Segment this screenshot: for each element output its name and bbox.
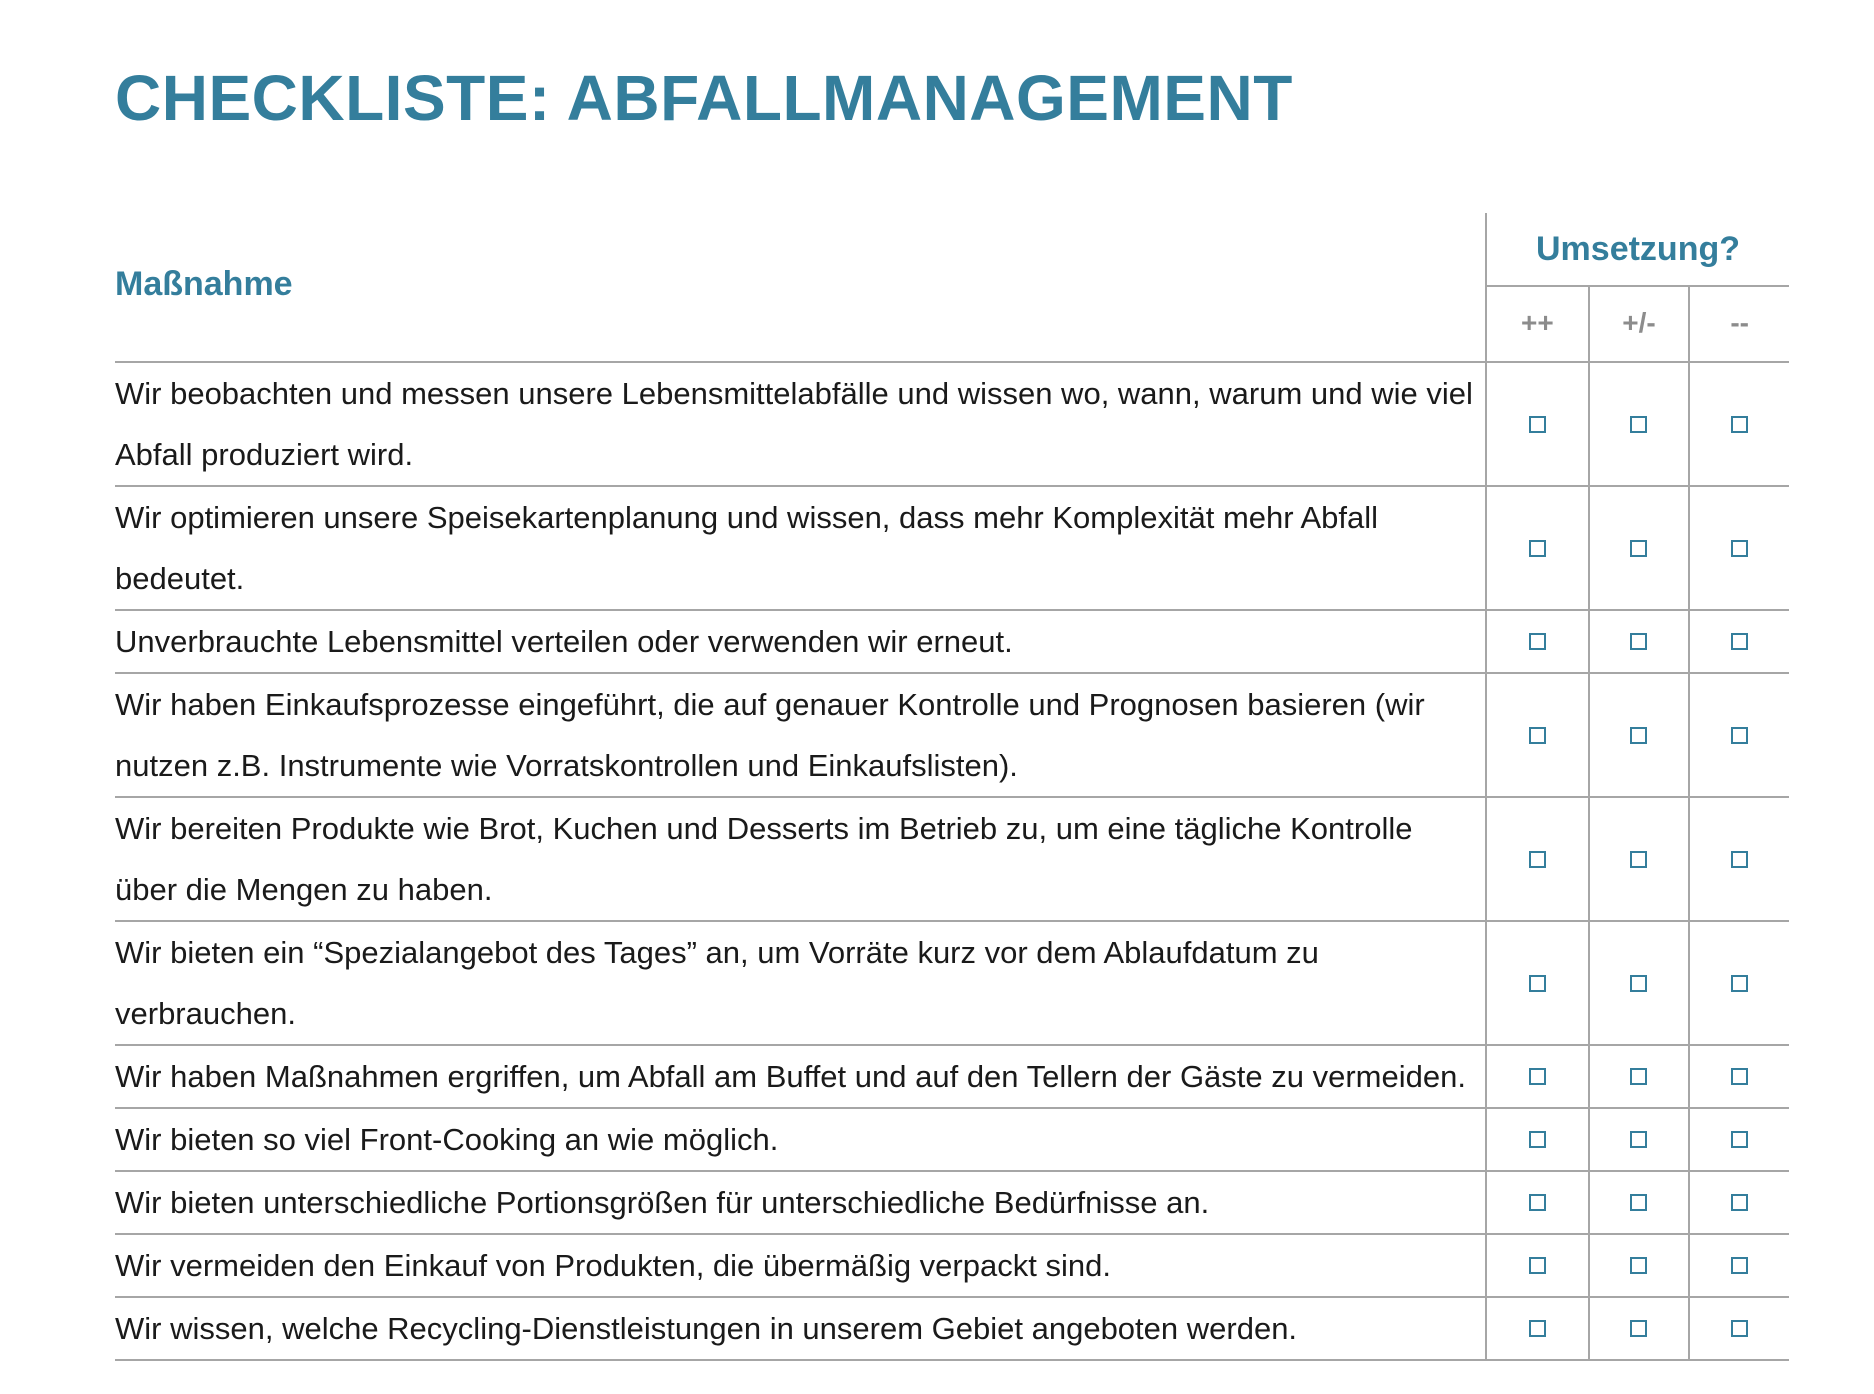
rating-cell-bad [1688, 922, 1789, 1044]
table-row [115, 1298, 1789, 1361]
measure-column-header: Maßnahme [115, 265, 293, 303]
table-row [115, 611, 1789, 674]
checkbox-bad[interactable] [1731, 540, 1748, 557]
rating-cells [1485, 611, 1789, 672]
rating-cell-bad [1688, 1046, 1789, 1107]
rating-cell-bad [1688, 611, 1789, 672]
checkbox-partial[interactable] [1630, 1320, 1647, 1337]
checkbox-good[interactable] [1529, 1131, 1546, 1148]
checkbox-bad[interactable] [1731, 633, 1748, 650]
rating-cell-bad [1688, 1235, 1789, 1296]
table-row [115, 798, 1789, 922]
checkbox-partial[interactable] [1630, 851, 1647, 868]
rating-cell-partial [1588, 363, 1689, 485]
rating-cell-good [1487, 611, 1588, 672]
checkbox-bad[interactable] [1731, 1320, 1748, 1337]
checkbox-good[interactable] [1529, 975, 1546, 992]
table-row [115, 1046, 1789, 1109]
rating-cell-bad [1688, 1109, 1789, 1170]
rating-cell-bad [1688, 1298, 1789, 1359]
rating-cells [1485, 922, 1789, 1044]
checkbox-bad[interactable] [1731, 727, 1748, 744]
rating-cell-partial [1588, 922, 1689, 1044]
checkbox-bad[interactable] [1731, 1068, 1748, 1085]
checkbox-partial[interactable] [1630, 1194, 1647, 1211]
checkbox-good[interactable] [1529, 540, 1546, 557]
checklist-table [115, 213, 1789, 1361]
checkbox-good[interactable] [1529, 1257, 1546, 1274]
rating-cell-partial [1588, 1298, 1689, 1359]
checkbox-partial[interactable] [1630, 1131, 1647, 1148]
rating-cell-good [1487, 1235, 1588, 1296]
rating-cell-good [1487, 674, 1588, 796]
checkbox-bad[interactable] [1731, 975, 1748, 992]
table-row [115, 1172, 1789, 1235]
rating-cell-partial [1588, 611, 1689, 672]
rating-cell-good [1487, 1298, 1588, 1359]
checkbox-partial[interactable] [1630, 416, 1647, 433]
rating-header-partial: +/- [1588, 287, 1689, 361]
rating-headers [1487, 287, 1789, 361]
checkbox-good[interactable] [1529, 1320, 1546, 1337]
checkbox-good[interactable] [1529, 633, 1546, 650]
checkbox-bad[interactable] [1731, 1194, 1748, 1211]
table-row [115, 363, 1789, 487]
rating-cell-partial [1588, 1172, 1689, 1233]
rating-cell-bad [1688, 674, 1789, 796]
measure-text: Wir optimieren unsere Speisekartenplanung und wissen, dass mehr Komplexität mehr Abfall bedeutet. [115, 500, 1379, 596]
checkbox-good[interactable] [1529, 1194, 1546, 1211]
rating-cells [1485, 487, 1789, 609]
measure-text: Wir vermeiden den Einkauf von Produkten, die übermäßig verpackt sind. [115, 1248, 1111, 1283]
rating-cells [1485, 1172, 1789, 1233]
rating-cell-good [1487, 1109, 1588, 1170]
rating-cell-good [1487, 922, 1588, 1044]
measure-text: Wir bieten ein “Spezialangebot des Tages” an, um Vorräte kurz vor dem Ablaufdatum zu verbrauchen. [115, 935, 1319, 1031]
rating-cell-good [1487, 1046, 1588, 1107]
rating-cell-good [1487, 487, 1588, 609]
checkbox-good[interactable] [1529, 851, 1546, 868]
table-row [115, 487, 1789, 611]
measure-text: Wir bieten unterschiedliche Portionsgrößen für unterschiedliche Bedürfnisse an. [115, 1185, 1210, 1220]
checkbox-partial[interactable] [1630, 633, 1647, 650]
measure-text: Unverbrauchte Lebensmittel verteilen oder verwenden wir erneut. [115, 624, 1013, 659]
checkbox-good[interactable] [1529, 727, 1546, 744]
rating-cell-partial [1588, 1109, 1689, 1170]
checkbox-bad[interactable] [1731, 416, 1748, 433]
rating-cell-partial [1588, 1235, 1689, 1296]
rating-cell-bad [1688, 363, 1789, 485]
measure-text: Wir wissen, welche Recycling-Dienstleistungen in unserem Gebiet angeboten werden. [115, 1311, 1298, 1346]
table-row [115, 922, 1789, 1046]
rating-cell-partial [1588, 798, 1689, 920]
table-row [115, 1109, 1789, 1172]
rating-cells [1485, 674, 1789, 796]
implementation-column-header: Umsetzung? [1487, 213, 1789, 287]
measure-text: Wir haben Maßnahmen ergriffen, um Abfall am Buffet und auf den Tellern der Gäste zu vermeiden. [115, 1059, 1466, 1094]
rating-cells [1485, 1298, 1789, 1359]
rating-cells [1485, 1109, 1789, 1170]
table-row [115, 1235, 1789, 1298]
checkbox-bad[interactable] [1731, 851, 1748, 868]
rating-cells [1485, 798, 1789, 920]
checkbox-partial[interactable] [1630, 727, 1647, 744]
checkbox-partial[interactable] [1630, 1257, 1647, 1274]
table-row [115, 674, 1789, 798]
rating-cells [1485, 1235, 1789, 1296]
measure-text: Wir beobachten und messen unsere Lebensmittelabfälle und wissen wo, wann, warum und wie viel Abfall produziert wird. [115, 376, 1473, 472]
rating-header-good: ++ [1520, 307, 1554, 338]
table-body [115, 363, 1789, 1361]
checkbox-bad[interactable] [1731, 1131, 1748, 1148]
rating-cell-good [1487, 363, 1588, 485]
rating-cell-bad [1688, 1172, 1789, 1233]
page-title: CHECKLISTE: ABFALLMANAGEMENT [115, 62, 1293, 134]
rating-cell-partial [1588, 1046, 1689, 1107]
rating-cell-partial [1588, 487, 1689, 609]
rating-cell-partial [1588, 674, 1689, 796]
rating-cells [1485, 1046, 1789, 1107]
table-header [115, 213, 1789, 363]
checkbox-good[interactable] [1529, 1068, 1546, 1085]
checkbox-partial[interactable] [1630, 540, 1647, 557]
rating-cell-bad [1688, 487, 1789, 609]
checkbox-good[interactable] [1529, 416, 1546, 433]
checkbox-bad[interactable] [1731, 1257, 1748, 1274]
checkbox-partial[interactable] [1630, 1068, 1647, 1085]
rating-cells [1485, 363, 1789, 485]
implementation-header-group [1485, 213, 1789, 361]
rating-cell-good [1487, 798, 1588, 920]
rating-cell-bad [1688, 798, 1789, 920]
rating-header-bad: -- [1688, 287, 1789, 361]
rating-cell-good [1487, 1172, 1588, 1233]
measure-text: Wir bereiten Produkte wie Brot, Kuchen und Desserts im Betrieb zu, um eine tägliche Kontrolle über die Mengen zu haben. [115, 811, 1413, 907]
checkbox-partial[interactable] [1630, 975, 1647, 992]
measure-text: Wir haben Einkaufsprozesse eingeführt, die auf genauer Kontrolle und Prognosen basieren (wir nutzen z.B. Instrumente wie Vorratskontrollen und Einkaufslisten). [115, 687, 1425, 783]
measure-text: Wir bieten so viel Front-Cooking an wie möglich. [115, 1122, 779, 1157]
